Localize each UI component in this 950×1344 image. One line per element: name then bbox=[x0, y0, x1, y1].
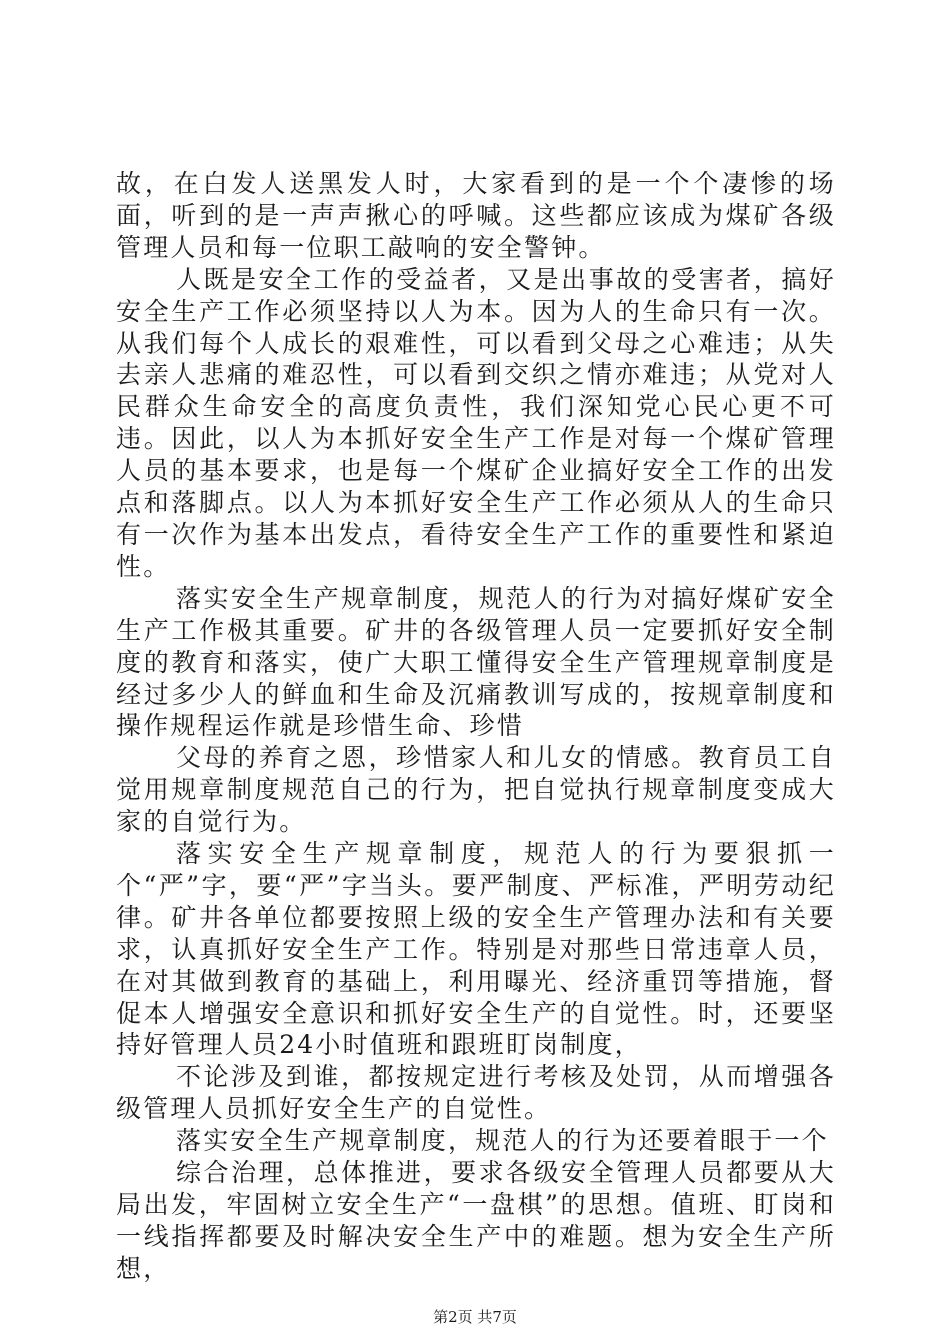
paragraph-1: 故，在白发人送黑发人时，大家看到的是一个个凄惨的场面，听到的是一声声揪心的呼喊。这些都应该成为煤矿各级管理人员和每一位职工敲响的安全警钟。 bbox=[116, 169, 836, 262]
paragraph-2: 人既是安全工作的受益者，又是出事故的受害者，搞好安全生产工作必须坚持以人为本。因为人的生命只有一次。从我们每个人成长的艰难性，可以看到父母之心难违；从失去亲人悲痛的难忍性，可以看到交织之情亦难违；从党对人民群众生命安全的高度负责性，我们深知党心民心更不可违。因此，以人为本抓好安全生产工作是对每一个煤矿管理人员的基本要求，也是每一个煤矿企业搞好安全工作的出发点和落脚点。以人为本抓好安全生产工作必须从人的生命只有一次作为基本出发点，看待安全生产工作的重要性和紧迫性。 bbox=[116, 264, 836, 581]
paragraph-7: 落实安全生产规章制度，规范人的行为还要着眼于一个 bbox=[176, 1126, 829, 1156]
page-number-footer: 第2页 共7页 bbox=[433, 1308, 517, 1326]
paragraph-6: 不论涉及到谁，都按规定进行考核及处罚，从而增强各级管理人员抓好安全生产的自觉性。 bbox=[116, 1062, 836, 1124]
document-body bbox=[116, 168, 836, 1285]
paragraph-8: 综合治理，总体推进，要求各级安全管理人员都要从大局出发，牢固树立安全生产“一盘棋”的思想。值班、盯岗和一线指挥都要及时解决安全生产中的难题。想为安全生产所想， bbox=[116, 1158, 836, 1283]
paragraph-5: 落实安全生产规章制度，规范人的行为要狠抓一个“严”字，要“严”字当头。要严制度、严标准，严明劳动纪律。矿井各单位都要按照上级的安全生产管理办法和有关要求，认真抓好安全生产工作。特别是对那些日常违章人员，在对其做到教育的基础上，利用曝光、经济重罚等措施，督促本人增强安全意识和抓好安全生产的自觉性。时，还要坚持好管理人员24小时值班和跟班盯岗制度， bbox=[116, 839, 836, 1060]
paragraph-3: 落实安全生产规章制度，规范人的行为对搞好煤矿安全生产工作极其重要。矿井的各级管理人员一定要抓好安全制度的教育和落实，使广大职工懂得安全生产管理规章制度是经过多少人的鲜血和生命及沉痛教训写成的，按规章制度和操作规程运作就是珍惜生命、珍惜 bbox=[116, 583, 836, 741]
paragraph-4: 父母的养育之恩，珍惜家人和儿女的情感。教育员工自觉用规章制度规范自己的行为，把自觉执行规章制度变成大家的自觉行为。 bbox=[116, 743, 836, 837]
